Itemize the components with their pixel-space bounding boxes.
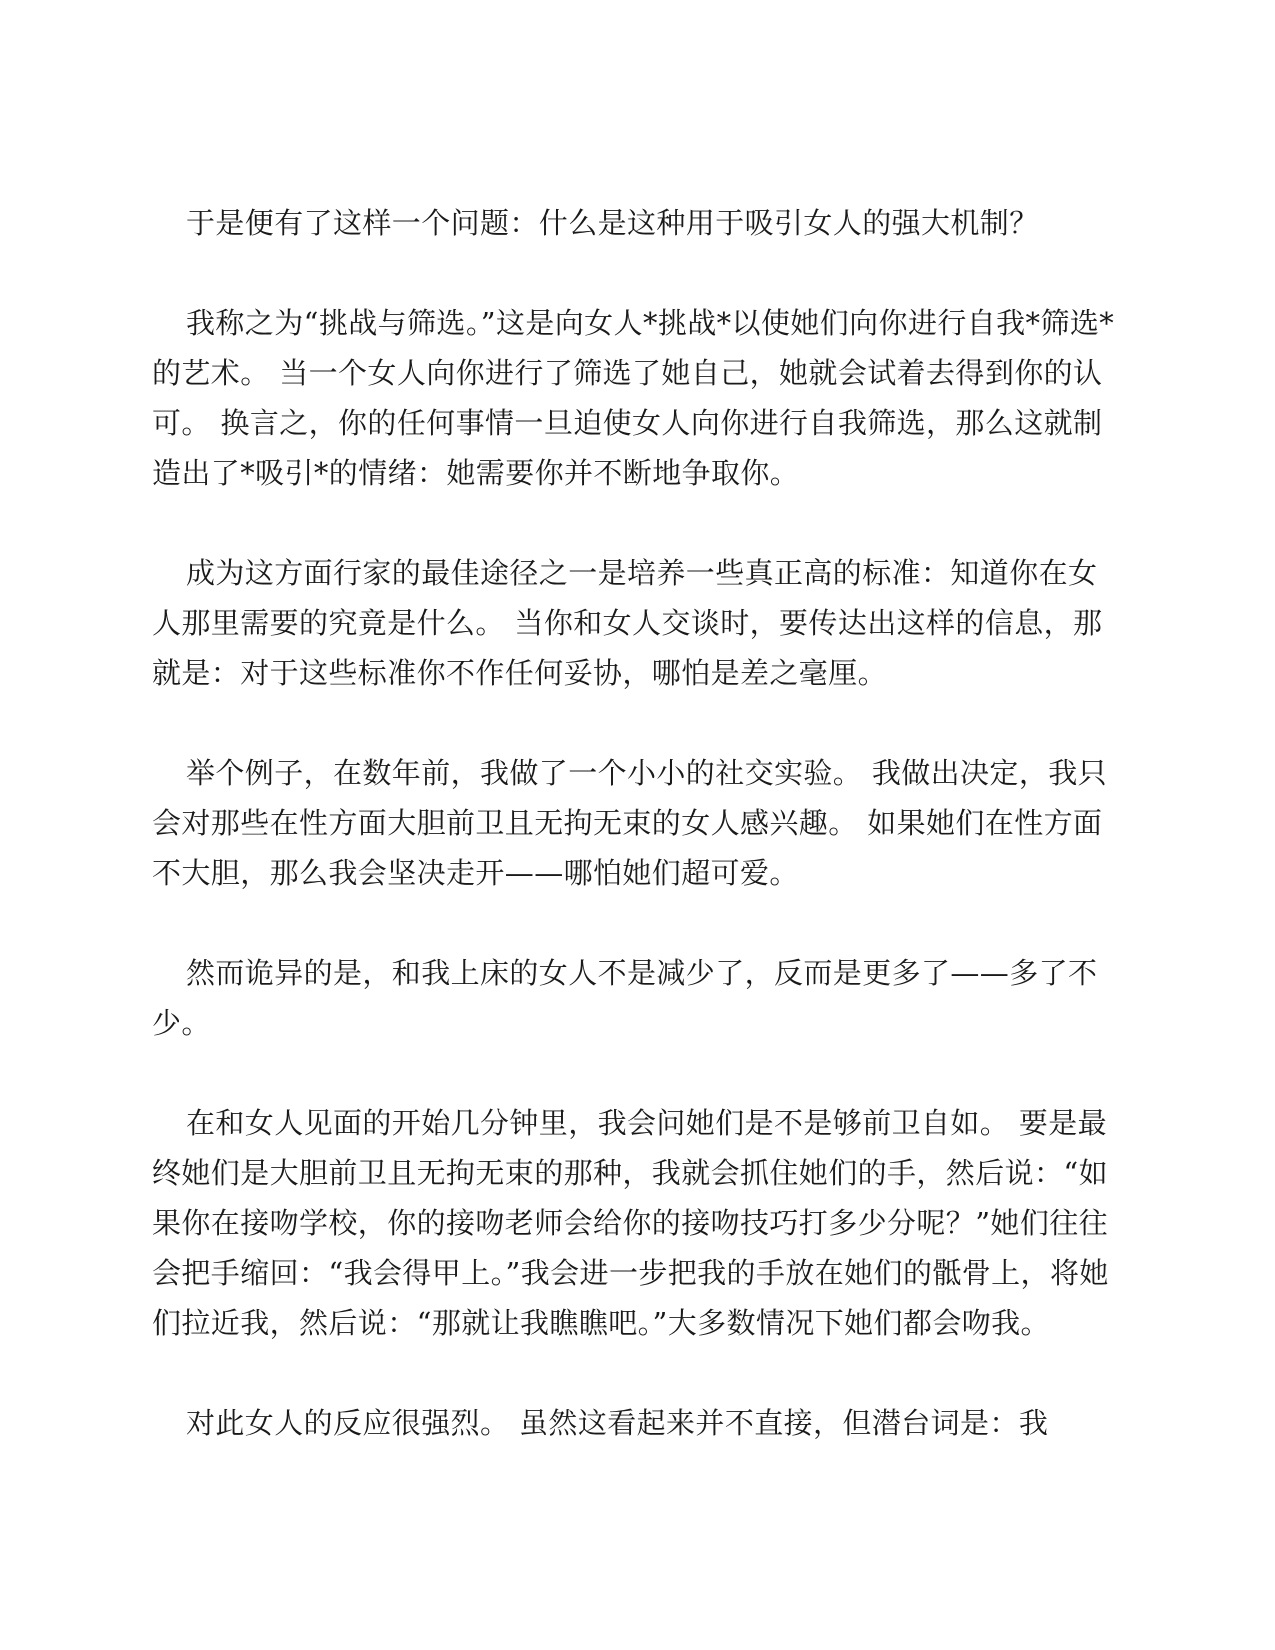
paragraph: 我称之为“挑战与筛选。”这是向女人*挑战*以使她们向你进行自我*筛选*的艺术。 当一个女人向你进行了筛选了她自己，她就会试着去得到你的认可。 换言之，你的任何事情一旦迫使女人向你进行自我筛选，那么这就制造出了*吸引*的情绪：她需要你并不断地争取你。 — [152, 306, 1115, 490]
paragraph: 对此女人的反应很强烈。 虽然这看起来并不直接，但潜台词是：我 — [186, 1406, 1049, 1440]
paragraph: 在和女人见面的开始几分钟里，我会问她们是不是够前卫自如。 要是最终她们是大胆前卫且无拘无束的那种，我就会抓住她们的手，然后说：“如果你在接吻学校，你的接吻老师会给你的接吻技巧打多少分呢？”她们往往会把手缩回：“我会得甲上。”我会进一步把我的手放在她们的骶骨上，将她们拉近我，然后说：“那就让我瞧瞧吧。”大多数情况下她们都会吻我。 — [152, 1106, 1109, 1340]
paragraph: 举个例子，在数年前，我做了一个小小的社交实验。 我做出决定，我只会对那些在性方面大胆前卫且无拘无束的女人感兴趣。 如果她们在性方面不大胆，那么我会坚决走开——哪怕她们超可爱。 — [152, 756, 1108, 890]
body-text — [152, 198, 1122, 1448]
paragraph: 然而诡异的是，和我上床的女人不是减少了，反而是更多了——多了不少。 — [152, 956, 1098, 1040]
paragraph: 于是便有了这样一个问题：什么是这种用于吸引女人的强大机制？ — [186, 206, 1039, 240]
paragraph: 成为这方面行家的最佳途径之一是培养一些真正高的标准：知道你在女人那里需要的究竟是什么。 当你和女人交谈时，要传达出这样的信息，那就是：对于这些标准你不作任何妥协，哪怕是差之毫厘。 — [152, 556, 1103, 690]
